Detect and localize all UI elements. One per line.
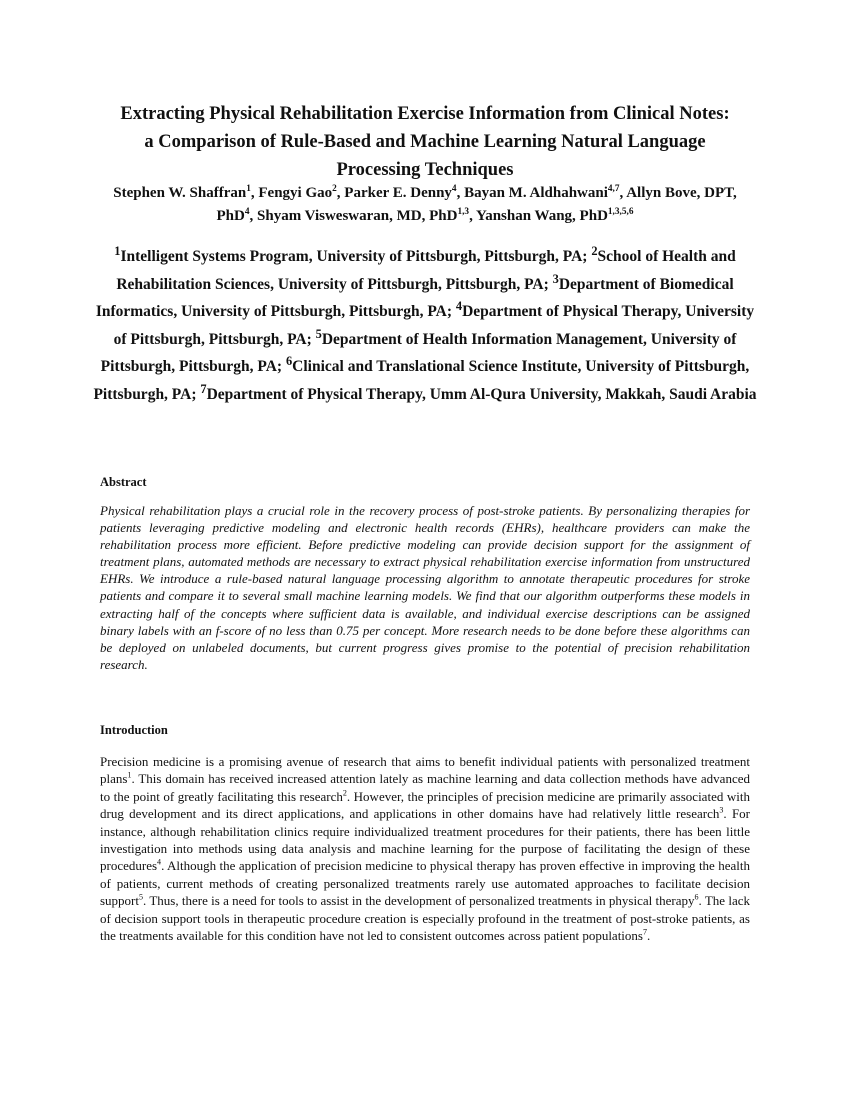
affiliation-number: 6 (285, 353, 293, 368)
author-name: Stephen W. Shaffran (113, 185, 247, 201)
intro-sentence: . (647, 928, 651, 944)
author-list (100, 182, 750, 228)
author-affiliation-marker: 1,3 (457, 207, 470, 217)
author-separator: , (336, 185, 345, 201)
affiliation-text: Department of Health Information Management, University of Pittsburgh, Pittsburgh, PA; (100, 330, 737, 375)
affiliation-text: Clinical and Translational Science Institute, University of Pittsburgh, Pittsburgh, PA; (93, 358, 750, 403)
author-affiliation-marker: 1,3,5,6 (607, 207, 634, 217)
affiliation-number: 3 (552, 271, 559, 286)
citation-marker: 6 (694, 892, 699, 902)
citation-marker: 1 (127, 771, 132, 781)
citation-marker: 2 (342, 788, 347, 798)
intro-sentence: . The lack of decision support tools in therapeutic procedure creation is especially profound in the treatment of post-stroke patients, as the treatments available for this condition have not led to consistent outcomes across patient populations (100, 893, 750, 944)
author-name: Fengyi Gao (258, 185, 333, 201)
author-affiliation-marker: 1 (246, 184, 251, 194)
intro-sentence: . For instance, although rehabilitation clinics require individualized treatment procedures for their patients, there has been little investigation into methods using data analysis and machine learning for the purpose of facilitating the design of these procedures (100, 806, 751, 874)
author-name: Yanshan Wang, PhD (476, 208, 608, 224)
author-affiliation-marker: 2 (332, 184, 337, 194)
affiliation-text: Intelligent Systems Program, University of Pittsburgh, Pittsburgh, PA; (120, 248, 592, 265)
affiliation-list (92, 243, 758, 408)
citation-marker: 7 (642, 927, 648, 937)
author-affiliation-marker: 4,7 (607, 184, 620, 194)
citation-marker: 3 (719, 805, 724, 815)
affiliation-number: 5 (315, 326, 322, 341)
affiliation-text: Department of Biomedical Informatics, University of Pittsburgh, Pittsburgh, PA; (95, 275, 734, 320)
author-separator: , (456, 185, 465, 201)
intro-sentence: . Although the application of precision medicine to physical therapy has proven effective in improving the health of patients, current methods of creating personalized treatments rarely use automated approaches to facilitate decision support (100, 858, 750, 909)
affiliation-number: 4 (455, 298, 463, 313)
author-affiliation-marker: 4 (244, 207, 250, 217)
affiliation-text: Department of Physical Therapy, Umm Al-Qura University, Makkah, Saudi Arabia (206, 385, 757, 403)
abstract-text: Physical rehabilitation plays a crucial role in the recovery process of post-stroke patients. By personalizing therapies for patients leveraging predictive modeling and electronic health records (EHRs), healthcare providers can make the rehabilitation process more efficient. Before predictive modeling can provide decision support for the assignment of treatment plans, automated methods are necessary to extract physical rehabilitation exercise information from unstructured EHRs. We introduce a rule-based natural language processing algorithm to annotate therapeutic procedures for stroke patients and compare it to several small machine learning models. We find that our algorithm outperforms these models in extracting half of the concepts where sufficient data is available, and individual exercise descriptions can be assigned binary labels with an f-score of no less than 0.75 per concept. More research needs to be done before these algorithms can be deployed on unlabeled documents, but current progress gives promise to the potential of precision rehabilitation research. (100, 503, 750, 672)
title-line-3: Processing Techniques (336, 160, 514, 180)
author-separator: , (250, 185, 259, 201)
author-name: Allyn Bove, DPT, PhD (216, 185, 737, 224)
intro-sentence: . However, the principles of precision medicine are primarily associated with drug development and its direct applications, and applications in other domains have had relatively little research (100, 788, 750, 822)
author-affiliation-marker: 4 (451, 184, 457, 194)
title-line-2: a Comparison of Rule-Based and Machine Learning Natural Language (144, 132, 706, 152)
abstract-heading: Abstract (100, 475, 147, 489)
affiliation-text: Department of Physical Therapy, University of Pittsburgh, Pittsburgh, PA; (113, 303, 755, 348)
citation-marker: 4 (157, 858, 162, 868)
author-separator: , (249, 208, 258, 224)
title-line-1: Extracting Physical Rehabilitation Exercise Information from Clinical Notes: (120, 104, 730, 124)
affiliation-number: 2 (591, 243, 598, 258)
author-name: Bayan M. Aldhahwani (464, 185, 608, 201)
introduction-text (100, 753, 750, 944)
author-separator: , (469, 208, 477, 224)
affiliation-number: 7 (200, 381, 207, 396)
introduction-heading: Introduction (100, 723, 168, 737)
citation-marker: 5 (139, 892, 144, 902)
intro-sentence: Precision medicine is a promising avenue of research that aims to benefit individual patients with personalized treatment plans (100, 754, 750, 787)
paper-title (80, 100, 770, 184)
affiliation-number: 1 (114, 243, 121, 258)
intro-sentence: . Thus, there is a need for tools to assist in the development of personalized treatments in physical therapy (143, 893, 695, 909)
affiliation-text: School of Health and Rehabilitation Sciences, University of Pittsburgh, Pittsburgh, PA; (116, 248, 736, 293)
author-name: Shyam Visweswaran, MD, PhD (257, 208, 458, 224)
author-separator: , (619, 185, 627, 201)
author-name: Parker E. Denny (344, 185, 452, 201)
intro-sentence: . This domain has received increased attention lately as machine learning and data collection methods have advanced to the point of greatly facilitating this research (100, 771, 750, 804)
